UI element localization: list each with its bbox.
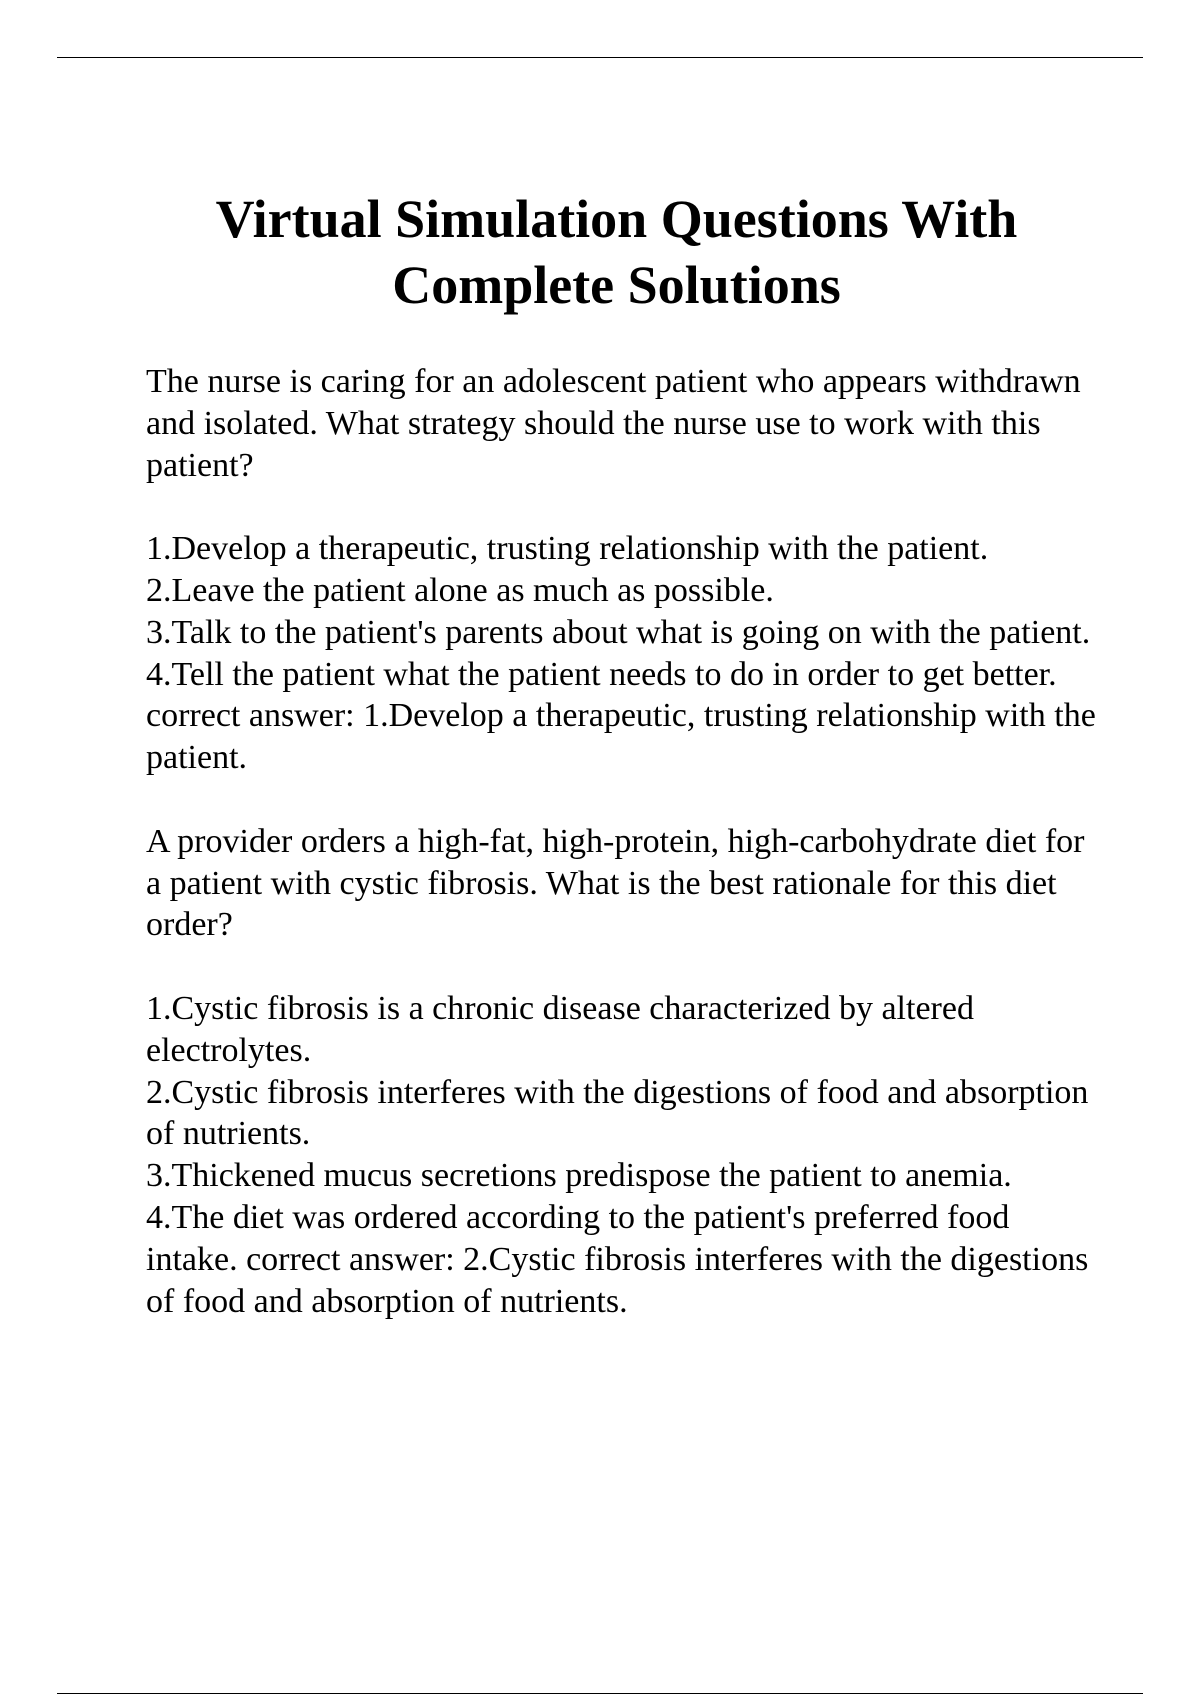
answer-options [146, 988, 1106, 1322]
title-line-1: Virtual Simulation Questions With [215, 189, 1018, 249]
footer-rule [57, 1693, 1143, 1694]
answer-option: 1.Develop a therapeutic, trusting relationship with the patient. [146, 530, 989, 568]
question-block-2 [146, 821, 1106, 1323]
answer-option: 2.Leave the patient alone as much as possible. [146, 571, 774, 609]
title-line-2: Complete Solutions [392, 255, 841, 315]
document-body [146, 361, 1106, 1322]
answer-option: 2.Cystic fibrosis interferes with the digestions of food and absorption of nutrients. [146, 1073, 1089, 1153]
answer-option: 1.Cystic fibrosis is a chronic disease characterized by altered electrolytes. [146, 989, 974, 1069]
answer-option-with-correct-answer: 4.The diet was ordered according to the patient's preferred food intake. correct answer: 2.Cystic fibrosis interferes with the digestions of food and absorption of nutrients. [146, 1198, 1089, 1320]
document-title [100, 186, 1133, 318]
header-rule [57, 57, 1143, 58]
question-text: The nurse is caring for an adolescent patient who appears withdrawn and isolated. What strategy should the nurse use to work with this patient? [146, 363, 1081, 484]
answer-option-with-correct-answer: 4.Tell the patient what the patient needs to do in order to get better. correct answer: 1.Develop a therapeutic, trusting relationship with the patient. [146, 655, 1096, 777]
answer-option: 3.Thickened mucus secretions predispose the patient to anemia. [146, 1157, 1012, 1195]
question-text: A provider orders a high-fat, high-protein, high-carbohydrate diet for a patient with cystic fibrosis. What is the best rationale for this diet order? [146, 822, 1085, 944]
answer-option: 3.Talk to the patient's parents about what is going on with the patient. [146, 613, 1091, 651]
answer-options [146, 528, 1106, 779]
question-block-1 [146, 361, 1106, 779]
